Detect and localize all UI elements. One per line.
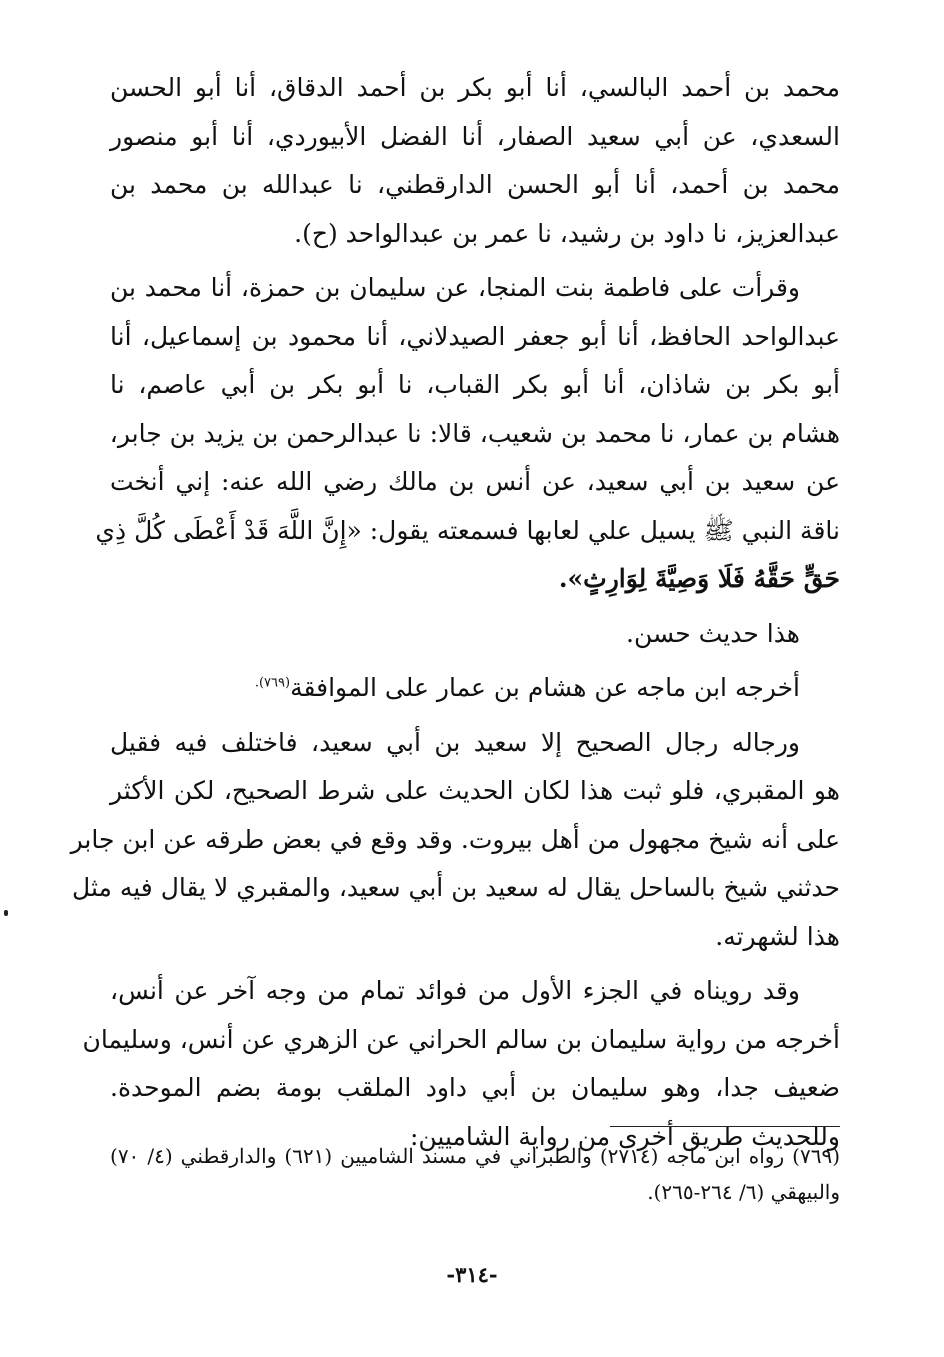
text-line: محمد بن أحمد، أنا أبو الحسن الدارقطني، نا عبدالله بن محمد بن [110,170,840,199]
text-line: هو المقبري، فلو ثبت هذا لكان الحديث على شرط الصحيح، لكن الأكثر [110,776,840,805]
footnotes [110,1138,840,1210]
hadith-quote-line: حَقٍّ حَقَّهُ فَلَا وَصِيَّةَ لِوَارِثٍ». [558,564,840,593]
text-line [110,664,840,713]
text-line: أخرجه من رواية سليمان بن سالم الحراني عن الزهري عن أنس، وسليمان [82,1024,840,1054]
text-line: عن سعيد بن أبي سعيد، عن أنس بن مالك رضي الله عنه: إني أنخت [110,467,840,496]
footnote-line: (٧٦٩) رواه ابن ماجه (٢٧١٤) والطبراني في مسند الشاميين (٦٢١) والدارقطني (٤/ ٧٠) [110,1144,840,1168]
paragraph-isnad-1 [110,64,840,258]
paragraph-other-route [82,967,840,1161]
text-line: محمد بن أحمد البالسي، أنا أبو بكر بن أحمد الدقاق، أنا أبو الحسن [110,73,840,102]
paragraph-takhrij [110,664,840,713]
text-line: على أنه شيخ مجهول من أهل بيروت. وقد وقع في بعض طرقه عن ابن جابر [70,824,840,854]
page-number: -٣١٤- [446,1262,498,1287]
paragraph-isnad-2 [95,264,840,604]
text-line: هذا لشهرته. [715,921,840,951]
text-line: هذا حديث حسن. [626,618,800,648]
text-line: عبدالعزيز، نا داود بن رشيد، نا عمر بن عبدالواحد (ح). [294,218,840,248]
margin-mark [4,910,8,916]
footnote-divider [610,1126,840,1127]
hadith-quote-line: ناقة النبي ﷺ يسيل علي لعابها فسمعته يقول: «إِنَّ اللَّهَ قَدْ أَعْطَى كُلَّ ذِي [95,515,840,545]
text-line: وقد رويناه في الجزء الأول من فوائد تمام من وجه آخر عن أنس، [110,976,800,1005]
main-text [70,64,840,1167]
paragraph-grading [110,610,840,659]
text-line: هشام بن عمار، نا محمد بن شعيب، قالا: نا عبدالرحمن بن يزيد بن جابر، [109,418,840,448]
text-line: حدثني شيخ بالساحل يقال له سعيد بن أبي سعيد، والمقبري لا يقال فيه مثل [72,873,840,902]
text-line: أبو بكر بن شاذان، أنا أبو بكر القباب، نا أبو بكر بن أبي عاصم، نا [110,370,840,399]
text-line: ضعيف جدا، وهو سليمان بن أبي داود الملقب بومة بضم الموحدة. [110,1073,840,1102]
paragraph-narrators [70,719,840,962]
text-line: وللحديث طريق أخرى من رواية الشاميين: [409,1121,840,1151]
takhrij-text: أخرجه ابن ماجه عن هشام بن عمار على الموافقة [290,673,800,702]
text-line: السعدي، عن أبي سعيد الصفار، أنا الفضل الأبيوردي، أنا أبو منصور [110,121,840,151]
footnote-line: والبيهقي (٦/ ٢٦٤-٢٦٥). [647,1180,840,1204]
text-line: عبدالواحد الحافظ، أنا أبو جعفر الصيدلاني، أنا محمود بن إسماعيل، أنا [110,321,840,351]
footnote-reference: (٧٦٩). [254,675,291,691]
text-line: ورجاله رجال الصحيح إلا سعيد بن أبي سعيد، فاختلف فيه فقيل [110,727,800,757]
text-line: وقرأت على فاطمة بنت المنجا، عن سليمان بن حمزة، أنا محمد بن [110,273,800,302]
